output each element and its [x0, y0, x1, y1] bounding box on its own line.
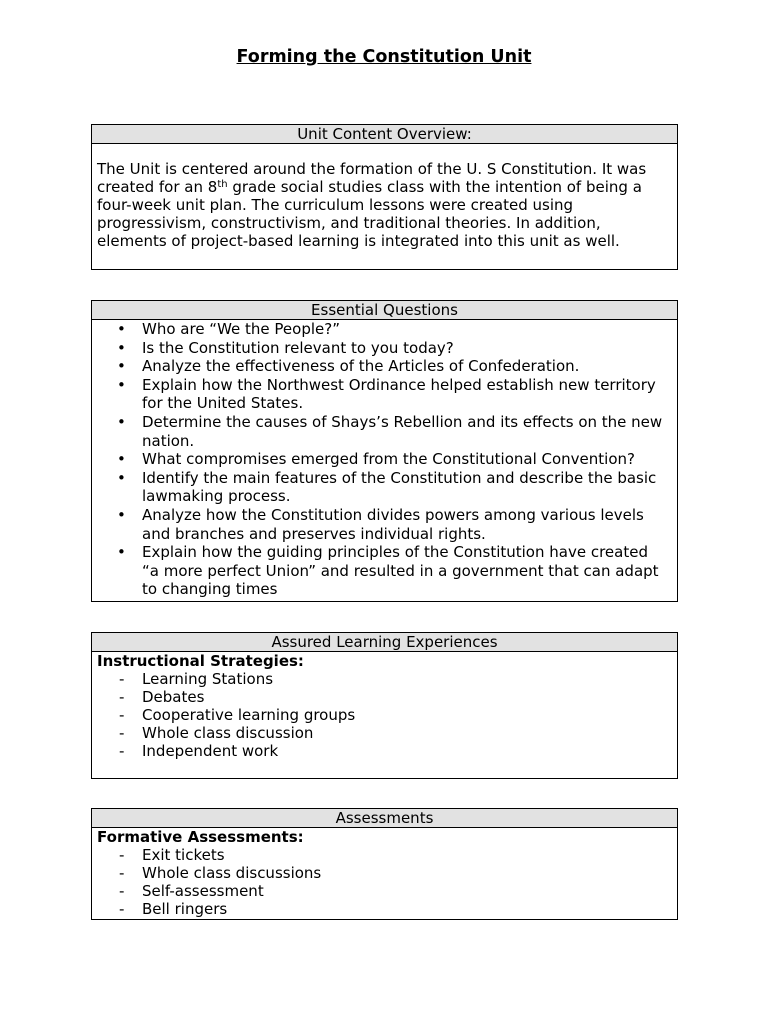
list-item-text: and branches and preserves individual rights.	[142, 524, 486, 543]
overview-section	[91, 124, 678, 270]
overview-line	[97, 178, 672, 196]
list-item: - Whole class discussion	[92, 724, 677, 742]
list-item: - Debates	[92, 688, 677, 706]
overview-line-text: grade social studies class with the intention of being a	[227, 178, 642, 196]
list-item	[92, 339, 677, 358]
list-item-text: • Explain how the Northwest Ordinance helped establish new territory	[142, 375, 656, 394]
overview-line: elements of project-based learning is integrated into this unit as well.	[97, 232, 620, 250]
overview-line-text: created for an 8	[97, 178, 218, 196]
document-title-text: Forming the Constitution Unit	[236, 47, 532, 67]
list-item	[92, 450, 677, 469]
list-item-text: “a more perfect Union” and resulted in a government that can adapt	[142, 561, 659, 580]
list-item	[92, 376, 677, 413]
assessments-section	[91, 808, 678, 920]
overview-line: progressivism, constructivism, and traditional theories. In addition,	[97, 214, 601, 232]
overview-header: Unit Content Overview:	[92, 125, 677, 144]
list-item	[92, 357, 677, 376]
overview-line: four-week unit plan. The curriculum lessons were created using	[97, 196, 574, 214]
overview-line: The Unit is centered around the formation of the U. S Constitution. It was	[97, 160, 647, 178]
learning-experiences-section	[91, 632, 678, 779]
list-item-text: • Analyze the effectiveness of the Articles of Confederation.	[142, 357, 580, 376]
list-item-text: • Determine the causes of Shays’s Rebellion and its effects on the new	[142, 412, 663, 431]
list-item: - Self-assessment	[92, 882, 677, 900]
list-item: - Cooperative learning groups	[92, 706, 677, 724]
list-item-text: • Who are “We the People?”	[142, 320, 340, 338]
list-item-text: • Identify the main features of the Constitution and describe the basic	[142, 468, 657, 487]
learning-experiences-header: Assured Learning Experiences	[92, 633, 677, 652]
list-item	[92, 506, 677, 543]
list-item: - Whole class discussions	[92, 864, 677, 882]
essential-questions-list	[92, 320, 677, 599]
overview-paragraph	[92, 144, 677, 250]
essential-questions-header: Essential Questions	[92, 301, 677, 320]
list-item-text: • What compromises emerged from the Constitutional Convention?	[142, 450, 635, 469]
instructional-strategies-heading: Instructional Strategies:	[97, 652, 304, 670]
list-item-text: • Explain how the guiding principles of the Constitution have created	[142, 543, 648, 562]
list-item-text: to changing times	[142, 580, 278, 599]
list-item: - Learning Stations	[92, 670, 677, 688]
list-item	[92, 413, 677, 450]
list-item: - Bell ringers	[92, 900, 677, 918]
list-item-text: • Analyze how the Constitution divides powers among various levels	[142, 505, 644, 524]
list-item	[92, 543, 677, 599]
essential-questions-section	[91, 300, 678, 602]
list-item-text: lawmaking process.	[142, 487, 291, 506]
assessments-header: Assessments	[92, 809, 677, 828]
list-item-text: • Is the Constitution relevant to you today?	[142, 338, 454, 357]
list-item	[92, 320, 677, 339]
ordinal-superscript: th	[217, 179, 228, 190]
formative-assessments-heading: Formative Assessments:	[97, 828, 304, 846]
document-title	[0, 46, 768, 68]
list-item-text: for the United States.	[142, 394, 304, 413]
list-item	[92, 469, 677, 506]
list-item: - Exit tickets	[92, 846, 677, 864]
list-item-text: nation.	[142, 431, 195, 450]
list-item: - Independent work	[92, 742, 677, 760]
